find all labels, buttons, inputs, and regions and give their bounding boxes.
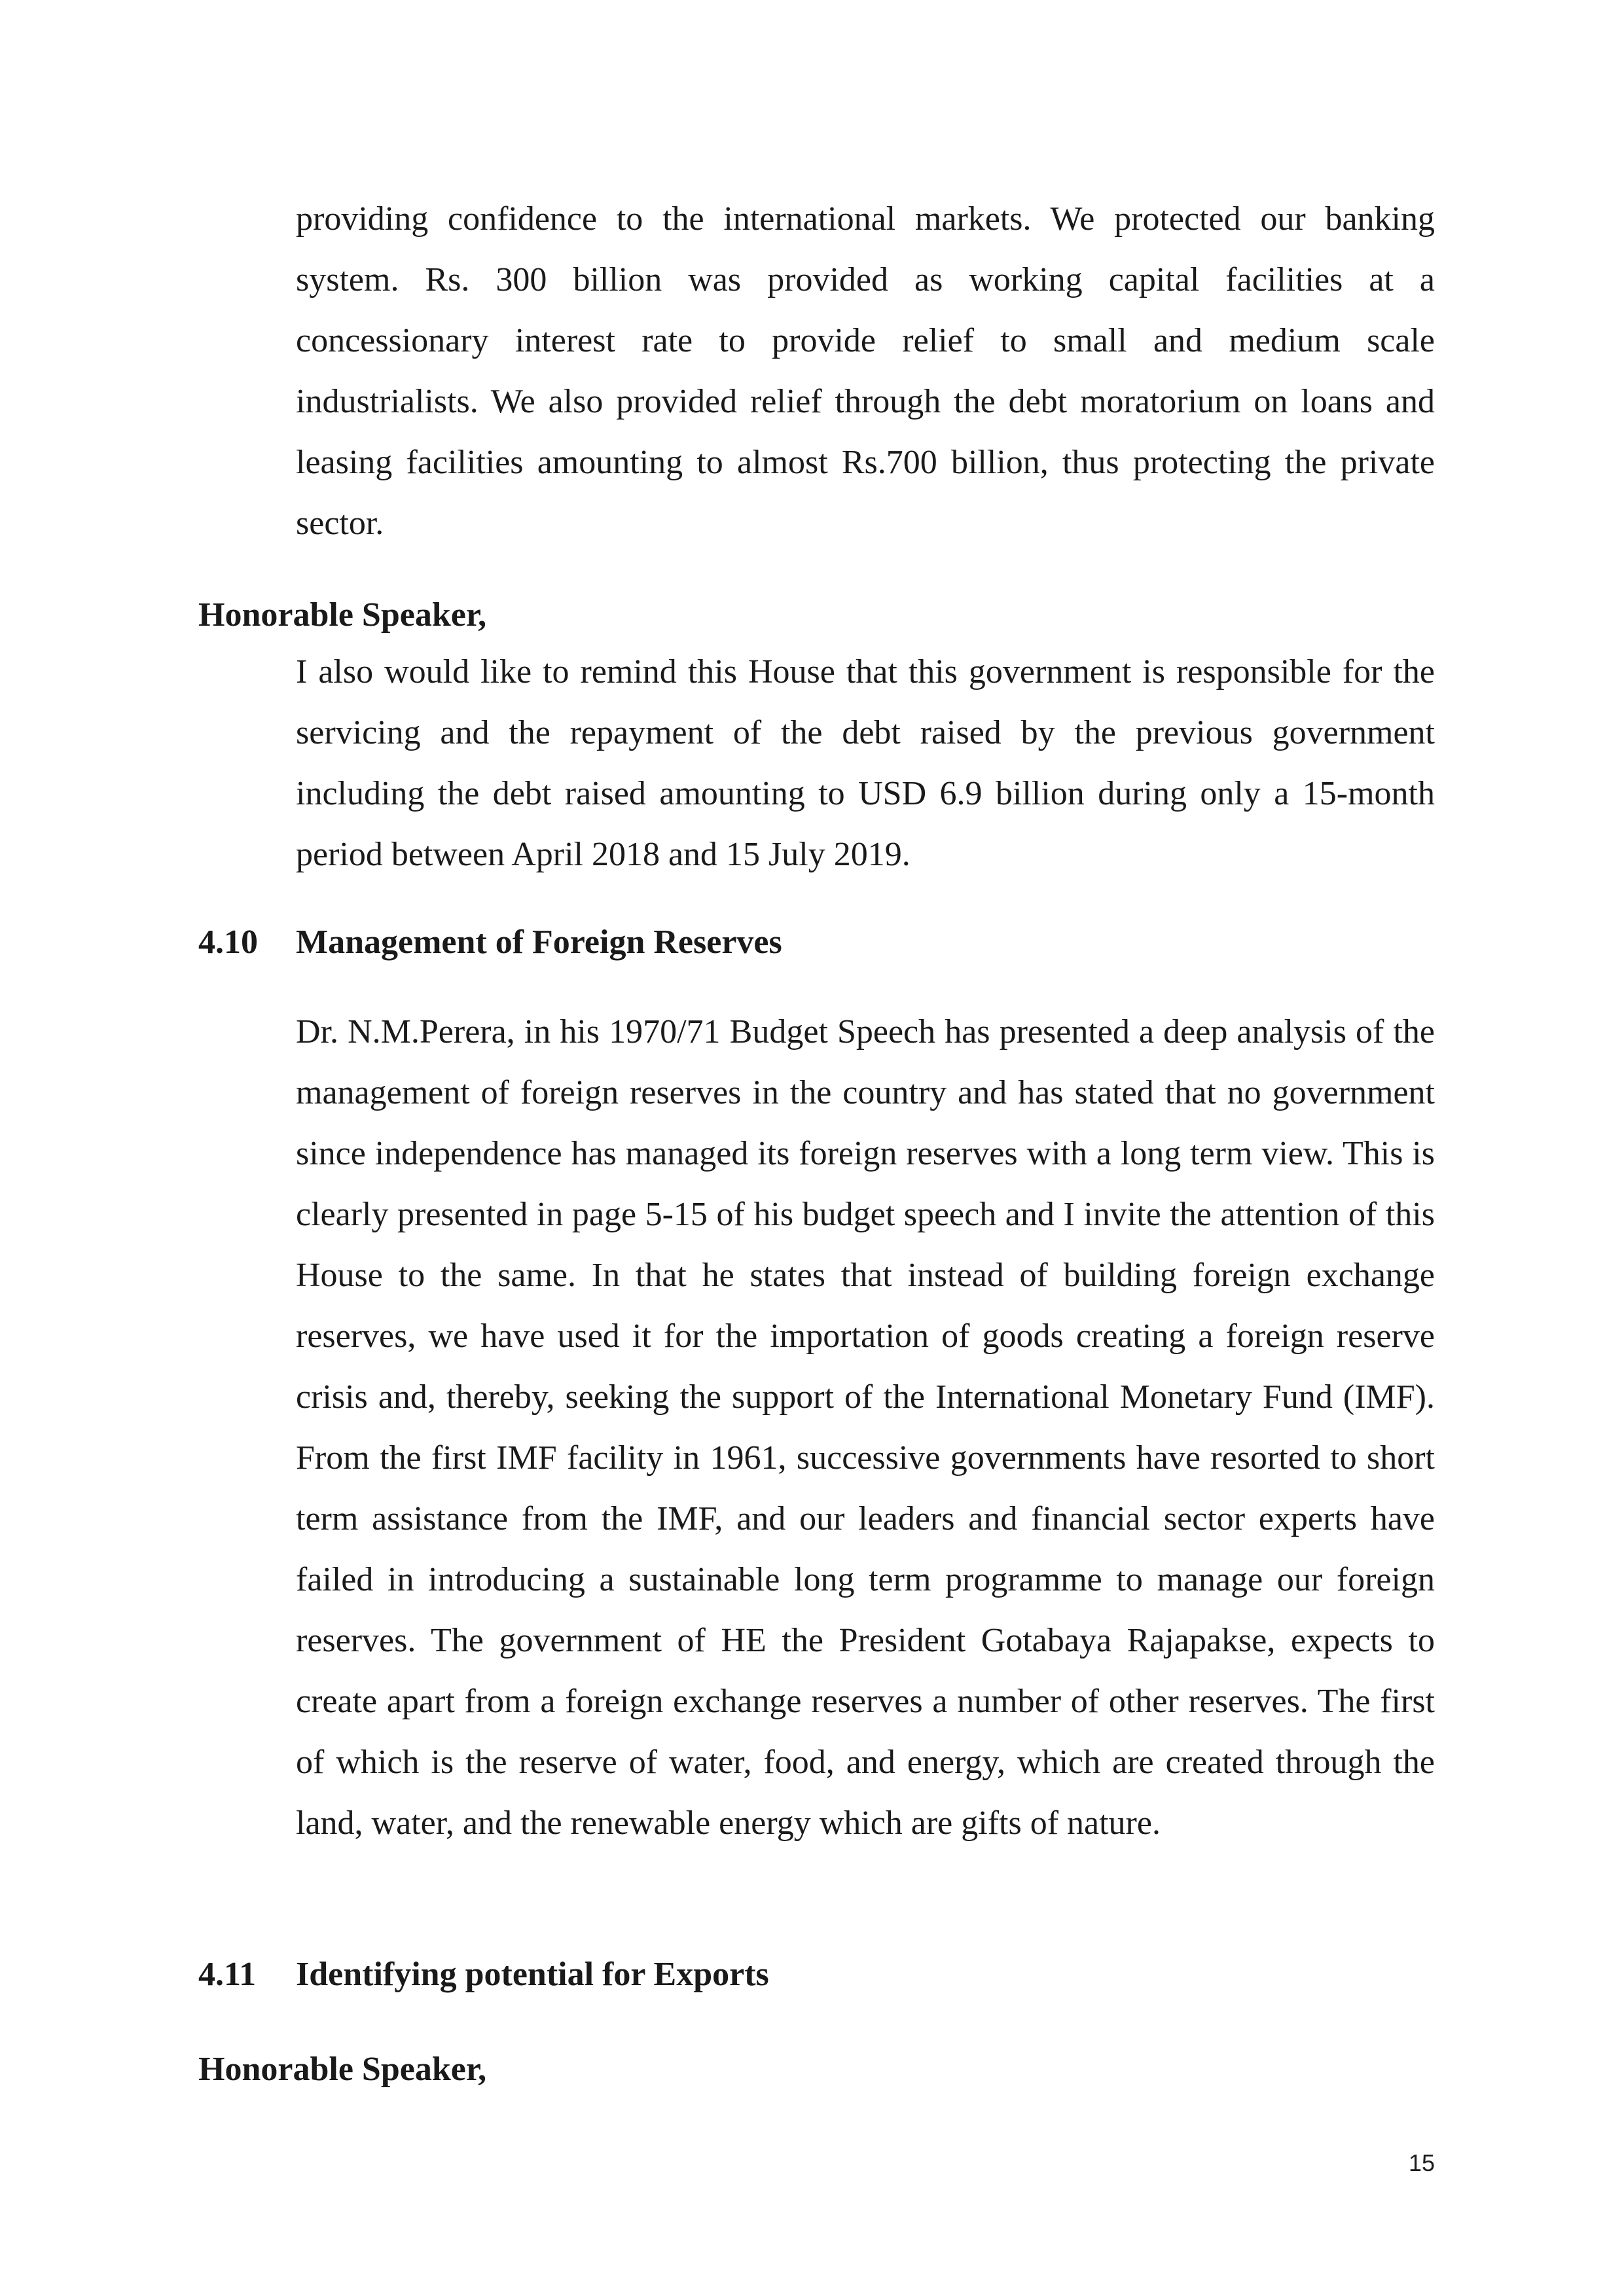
paragraph-debt-servicing: I also would like to remind this House that this government is responsible for the servicing and the repayment of the debt raised by the previous government including the debt raised amounting to USD 6.9 billion during only a 15-month period between April 2018 and 15 July 2019. (296, 653, 1435, 873)
section-heading-4-10 (198, 912, 782, 973)
section-number: 4.10 (198, 924, 258, 961)
section-title: Management of Foreign Reserves (296, 924, 782, 961)
paragraph-banking-relief: providing confidence to the international markets. We protected our banking system. Rs. 300 billion was provided as working capital facilities at a concessionary interest rate to provide relief to small and medium scale industrialists. We also provided relief through the debt moratorium on loans and leasing facilities amounting to almost Rs.700 billion, thus protecting the private sector. (296, 200, 1435, 542)
page-number: 15 (1408, 2149, 1435, 2176)
salutation-honorable-speaker: Honorable Speaker, (198, 2051, 487, 2088)
section-title: Identifying potential for Exports (296, 1956, 769, 1993)
section-heading-4-11 (198, 1944, 769, 2005)
section-number: 4.11 (198, 1956, 257, 1993)
paragraph-foreign-reserves: Dr. N.M.Perera, in his 1970/71 Budget Speech has presented a deep analysis of the management of foreign reserves in the country and has stated that no government since independence has managed its foreign reserves with a long term view. This is clearly presented in page 5-15 of his budget speech and I invite the attention of this House to the same. In that he states that instead of building foreign exchange reserves, we have used it for the importation of goods creating a foreign reserve crisis and, thereby, seeking the support of the International Monetary Fund (IMF). From the first IMF facility in 1961, successive governments have resorted to short term assistance from the IMF, and our leaders and financial sector experts have failed in introducing a sustainable long term programme to manage our foreign reserves. The government of HE the President Gotabaya Rajapakse, expects to create apart from a foreign exchange reserves a number of other reserves. The first of which is the reserve of water, food, and energy, which are created through the land, water, and the renewable energy which are gifts of nature. (296, 1013, 1435, 1842)
salutation-honorable-speaker: Honorable Speaker, (198, 596, 487, 634)
